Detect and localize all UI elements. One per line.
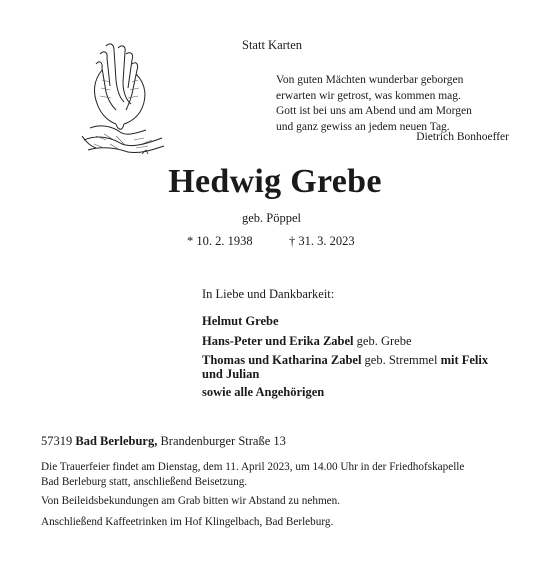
mourner-3-name: Thomas und Katharina Zabel	[202, 353, 362, 367]
poem	[276, 73, 516, 135]
poem-line: Gott ist bei uns am Abend und am Morgen	[276, 105, 472, 118]
poem-author: Dietrich Bonhoeffer	[416, 131, 509, 143]
birth-date: * 10. 2. 1938	[187, 234, 253, 248]
mourner-3-children-2: und Julian	[202, 367, 260, 381]
mourners-intro: In Liebe und Dankbarkeit:	[202, 287, 335, 301]
coffee-notice: Anschließend Kaffeetrinken im Hof Klingelbach, Bad Berleburg.	[41, 516, 334, 528]
poem-line: Von guten Mächten wunderbar geborgen	[276, 74, 464, 86]
mourner-2-name: Hans-Peter und Erika Zabel	[202, 334, 354, 348]
mourner-1-name: Helmut Grebe	[202, 314, 279, 328]
mourner-3-line2	[202, 366, 259, 382]
mourner-1	[202, 313, 279, 329]
funeral-line-2: Bad Berleburg statt, anschließend Beisetzung.	[41, 476, 248, 488]
address-street: Brandenburger Straße 13	[157, 434, 286, 448]
address	[41, 434, 286, 449]
deceased-name: Hedwig Grebe	[168, 163, 382, 200]
mourner-2-suffix: geb. Grebe	[353, 334, 412, 348]
address-city: Bad Berleburg,	[75, 434, 158, 448]
mourner-3-mid: geb. Stremmel	[361, 353, 441, 367]
mourner-4-name: sowie alle Angehörigen	[202, 385, 325, 399]
statt-karten: Statt Karten	[242, 38, 303, 52]
funeral-line-1: Die Trauerfeier findet am Dienstag, dem 11. April 2023, um 14.00 Uhr in der Friedhofskapelle	[41, 461, 465, 473]
poem-line: erwarten wir getrost, was kommen mag.	[276, 89, 461, 102]
maiden-name: geb. Pöppel	[242, 211, 302, 225]
mourner-2	[202, 333, 412, 349]
death-date: † 31. 3. 2023	[289, 234, 355, 248]
address-zip: 57319	[41, 434, 76, 448]
funeral-notice	[41, 460, 516, 490]
mourner-3-children: mit Felix	[440, 353, 489, 367]
condolence-notice: Von Beileidsbekundungen am Grab bitten wir Abstand zu nehmen.	[41, 495, 341, 507]
praying-hands-icon	[76, 40, 168, 158]
poem-line: und ganz gewiss an jedem neuen Tag.	[276, 120, 450, 133]
mourner-4	[202, 384, 324, 400]
